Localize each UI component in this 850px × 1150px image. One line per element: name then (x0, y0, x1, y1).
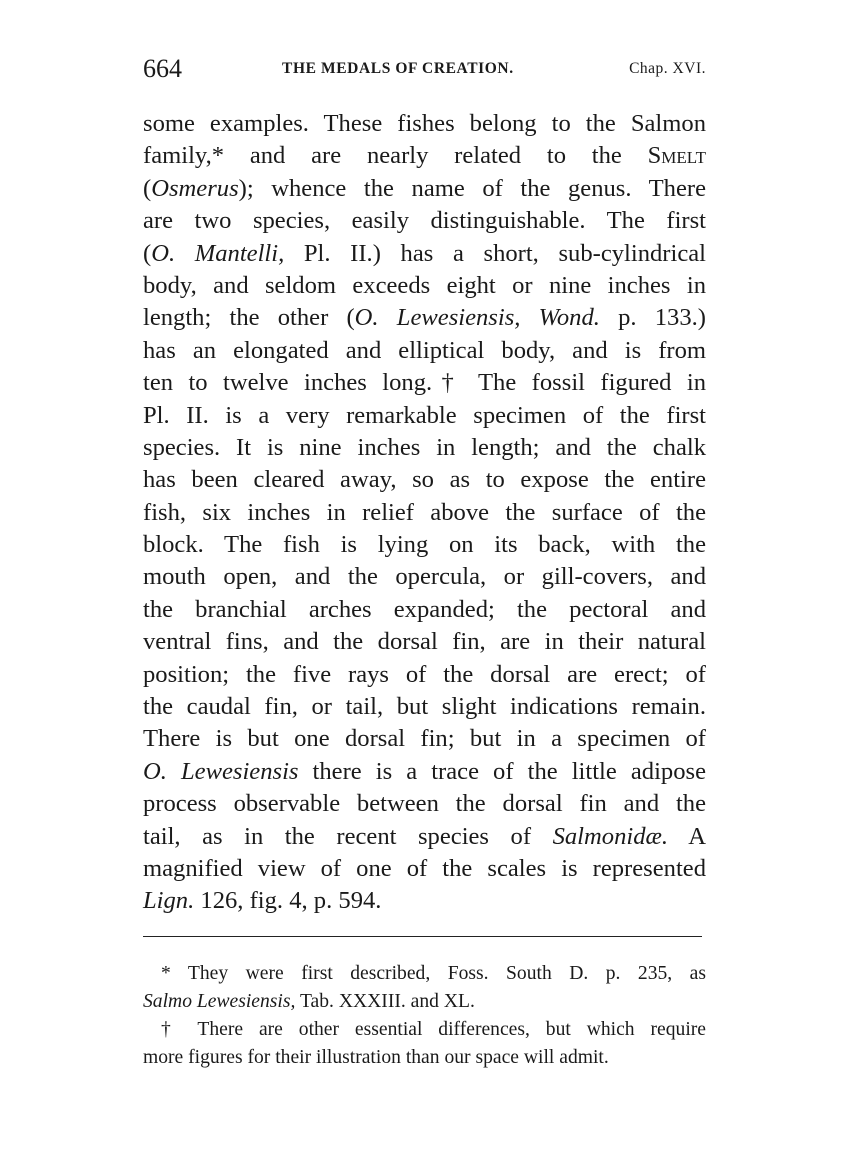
footnotes (143, 960, 706, 1072)
text-line: family,* and are nearly related to the Smelt (143, 142, 706, 170)
text-line: ten to twelve inches long.† The fossil figured in (143, 369, 706, 397)
footnote-1-line: Salmo Lewesiensis, Tab. XXXIII. and XL. (143, 991, 475, 1012)
text-line: the caudal fin, or tail, but slight indications remain. (143, 693, 706, 721)
page-number: 664 (143, 54, 182, 83)
text-line: the branchial arches expanded; the pectoral and (143, 595, 706, 623)
text-line: ventral fins, and the dorsal fin, are in their natural (143, 628, 706, 656)
text-line: block. The fish is lying on its back, with the (143, 531, 706, 559)
chapter-label: Chap. XVI. (629, 60, 706, 77)
text-line: O. Lewesiensis there is a trace of the little adipose (143, 757, 706, 785)
text-line: mouth open, and the opercula, or gill-covers, and (143, 563, 706, 591)
text-line: magnified view of one of the scales is represented (143, 854, 706, 882)
body-text (143, 108, 706, 918)
text-line: position; the five rays of the dorsal are erect; of (143, 660, 706, 688)
footnote-2-line: more figures for their illustration than our space will admit. (143, 1047, 609, 1068)
text-line: Lign. 126, fig. 4, p. 594. (143, 887, 382, 915)
text-line: length; the other (O. Lewesiensis, Wond. p. 133.) (143, 304, 706, 332)
text-line: are two species, easily distinguishable. The first (143, 207, 706, 235)
text-line: some examples. These fishes belong to the Salmon (143, 110, 706, 137)
text-line: process observable between the dorsal fin and the (143, 790, 706, 818)
running-title: THE MEDALS OF CREATION. (282, 60, 514, 77)
text-line: has an elongated and elliptical body, and is from (143, 336, 706, 364)
text-line: There is but one dorsal fin; but in a specimen of (143, 725, 706, 753)
running-header (143, 50, 706, 86)
text-line: species. It is nine inches in length; and the chalk (143, 433, 706, 461)
footnote-2-line: † There are other essential differences, but which require (161, 1019, 706, 1040)
text-line: body, and seldom exceeds eight or nine inches in (143, 271, 706, 299)
text-line: fish, six inches in relief above the surface of the (143, 498, 706, 526)
text-line: tail, as in the recent species of Salmonidæ. A (143, 822, 706, 850)
text-line: Pl. II. is a very remarkable specimen of the first (143, 401, 706, 429)
text-line: (O. Mantelli, Pl. II.) has a short, sub-cylindrical (143, 239, 706, 267)
text-line: (Osmerus); whence the name of the genus. There (143, 174, 706, 202)
footnote-1-line: * They were first described, Foss. South D. p. 235, as (161, 963, 706, 984)
footnote-rule (143, 936, 702, 937)
text-line: has been cleared away, so as to expose the entire (143, 466, 706, 494)
